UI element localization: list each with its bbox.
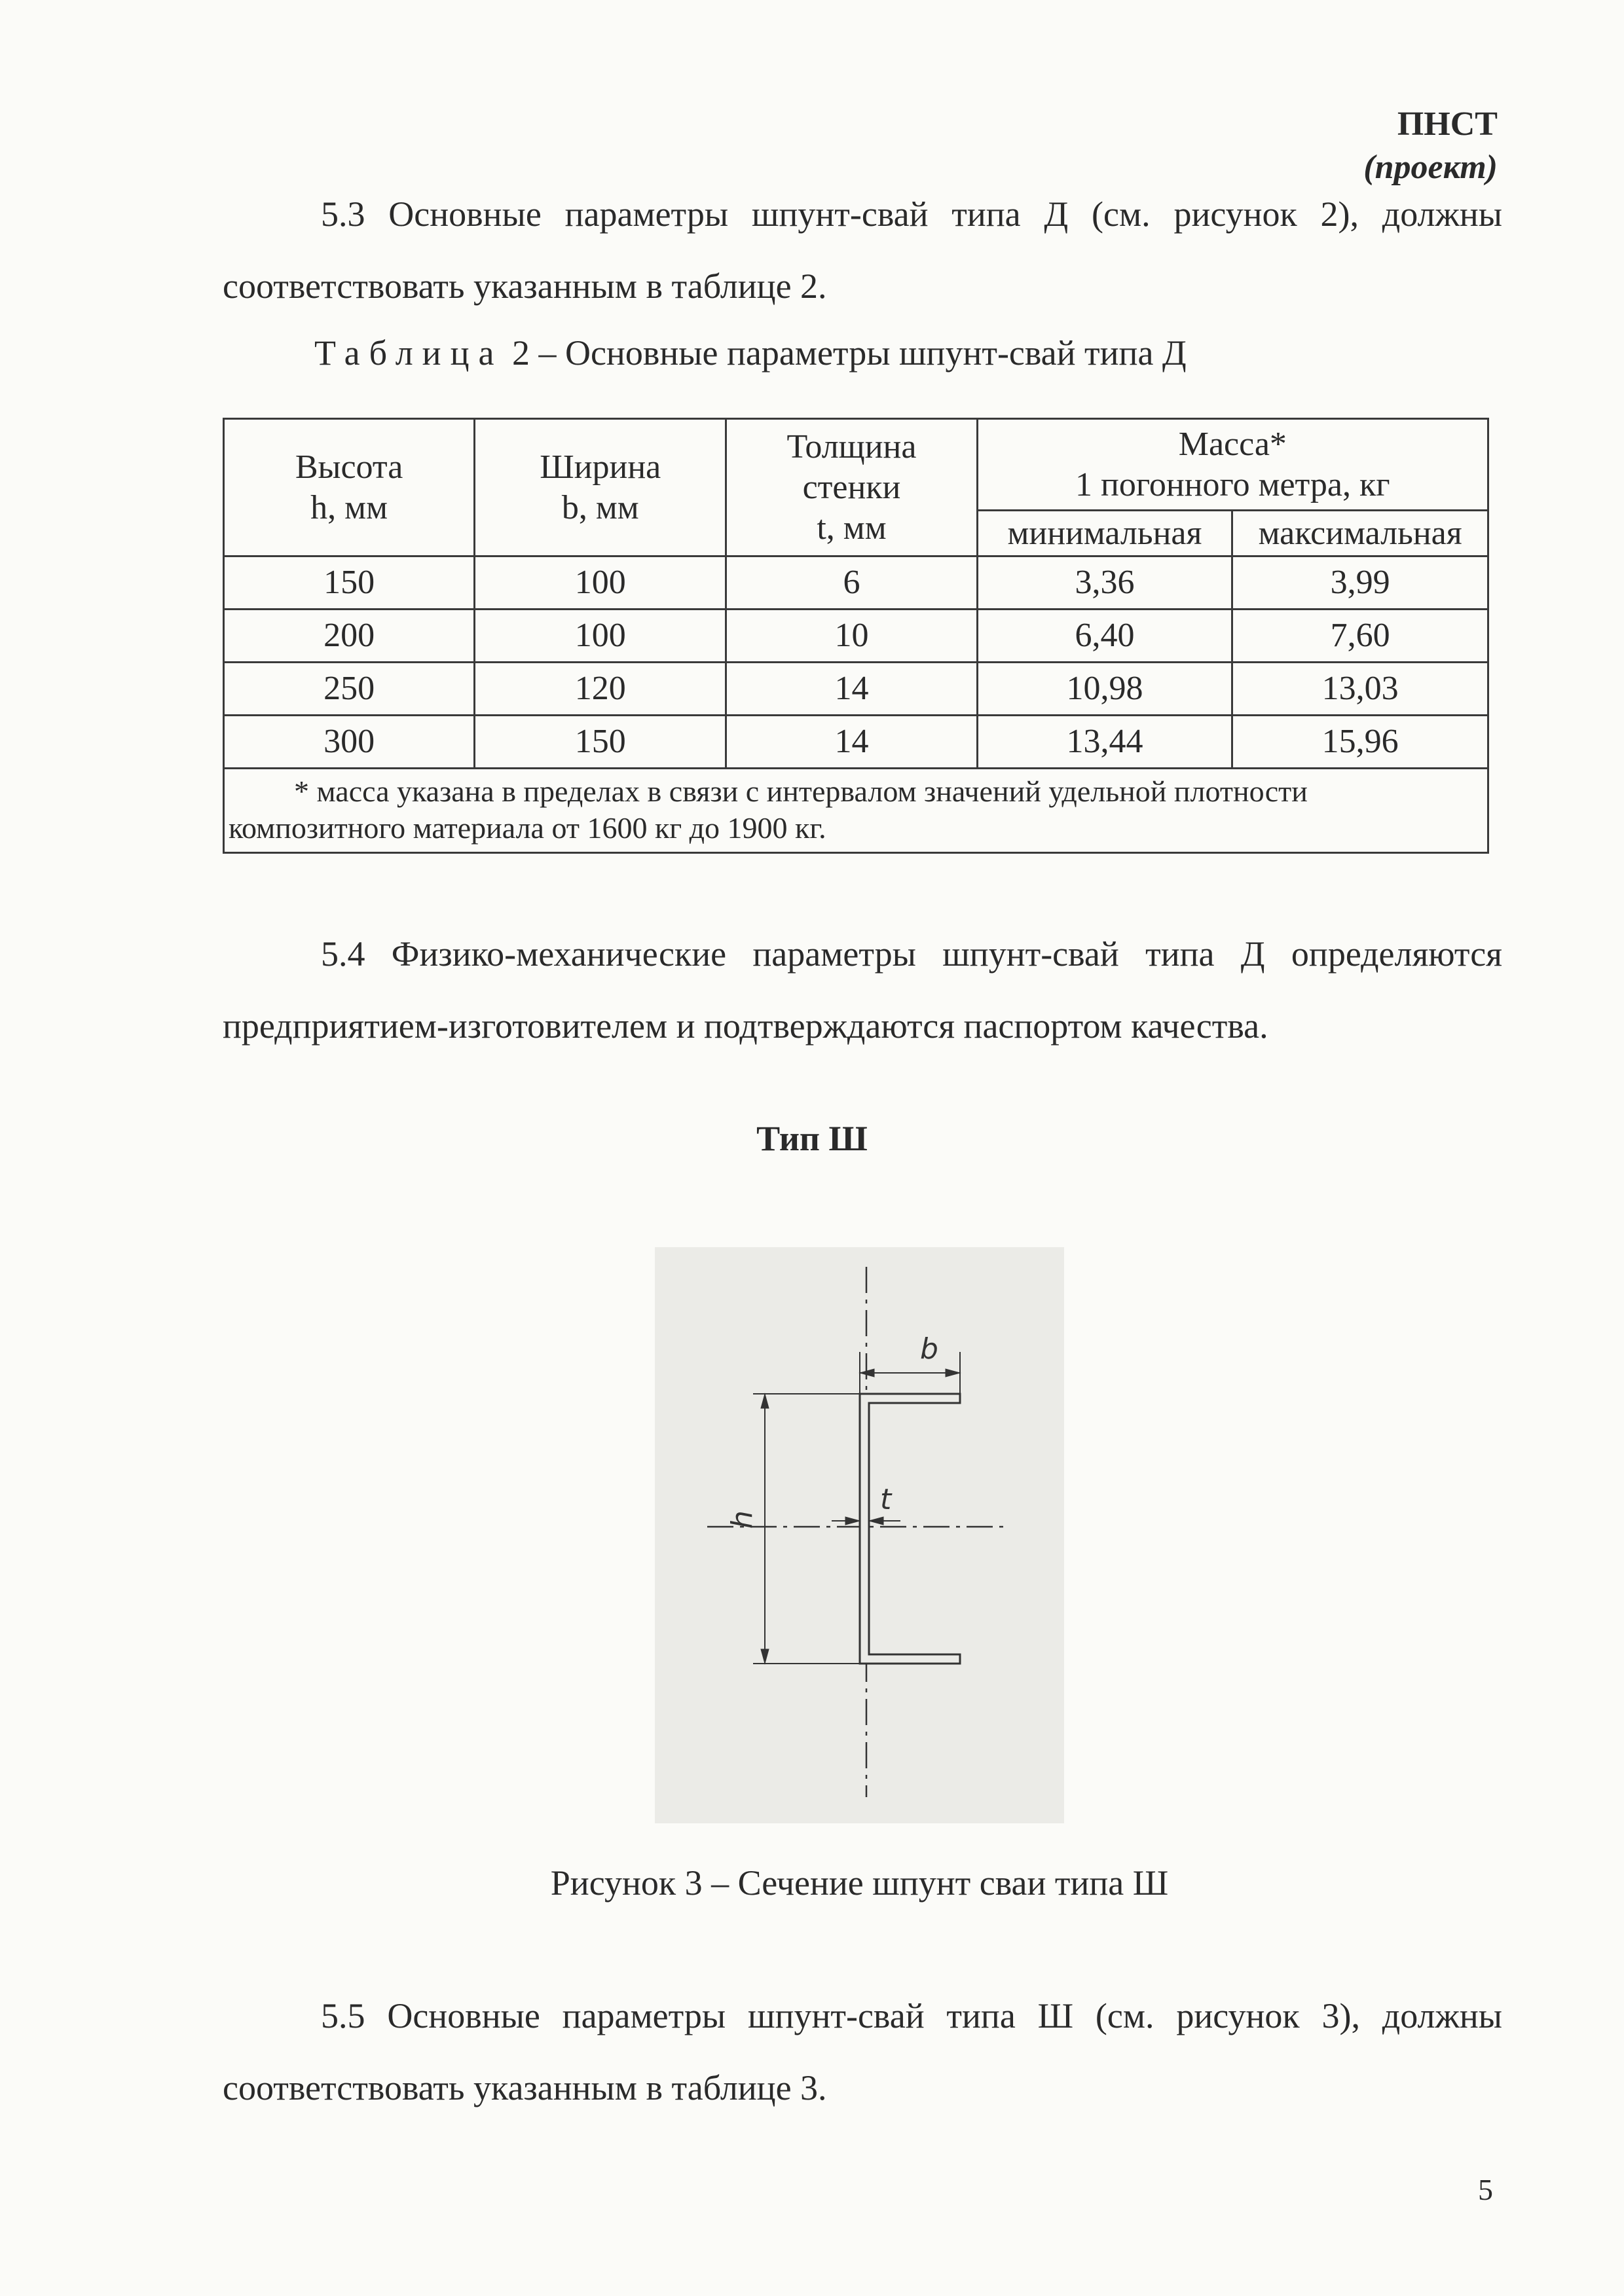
- channel-section-diagram: [655, 1247, 1064, 1823]
- table-row: 250 120 14 10,98 13,03: [224, 663, 1488, 716]
- label-b: b: [920, 1332, 938, 1366]
- header-width: Ширина b, мм: [475, 419, 726, 556]
- table-row: 150 100 6 3,36 3,99: [224, 556, 1488, 610]
- label-h: h: [726, 1510, 759, 1529]
- paragraph-5-3-line-2: соответствовать указанным в таблице 2.: [223, 266, 827, 306]
- table-row: 300 150 14 13,44 15,96: [224, 716, 1488, 769]
- paragraph-5-4-line-1: 5.4 Физико-механические параметры шпунт-свай типа Д определяются: [321, 934, 1502, 974]
- t-arrow-left: [845, 1517, 860, 1525]
- header-mass: Масса* 1 погонного метра, кг: [977, 419, 1488, 511]
- table-row: 200 100 10 6,40 7,60: [224, 610, 1488, 663]
- h-arrow-top: [761, 1394, 769, 1408]
- table-2: [223, 418, 1489, 854]
- table-caption-text: 2 – Основные параметры шпунт-свай типа Д: [511, 333, 1187, 373]
- header-mass-max: максимальная: [1232, 511, 1488, 556]
- t-arrow-right: [869, 1517, 883, 1525]
- header-mass-min: минимальная: [977, 511, 1232, 556]
- document-status: (проект): [1363, 149, 1498, 186]
- paragraph-5-4-line-2: предприятием-изготовителем и подтверждаются паспортом качества.: [223, 1006, 1268, 1046]
- h-arrow-bottom: [761, 1649, 769, 1664]
- table-caption-label: Таблица: [314, 333, 504, 373]
- header-thickness: Толщина стенки t, мм: [726, 419, 977, 556]
- figure-3-drawing: [655, 1247, 1064, 1823]
- table-footnote: * масса указана в пределах в связи с интервалом значений удельной плотности композитного материала от 1600 кг до 1900 кг.: [224, 769, 1488, 853]
- paragraph-5-3: [223, 178, 1502, 322]
- document-code: ПНСТ: [1397, 105, 1498, 143]
- header-height: Высота h, мм: [224, 419, 475, 556]
- paragraph-5-4: [223, 918, 1502, 1062]
- paragraph-5-5-line-1: 5.5 Основные параметры шпунт-свай типа Ш (см. рисунок 3), должны: [321, 1996, 1502, 2035]
- b-arrow-right: [946, 1369, 960, 1377]
- figure-type-title: Тип Ш: [756, 1119, 868, 1158]
- paragraph-5-5-line-2: соответствовать указанным в таблице 3.: [223, 2068, 827, 2107]
- paragraph-5-3-line-1: 5.3 Основные параметры шпунт-свай типа Д (см. рисунок 2), должны: [321, 194, 1502, 234]
- channel-profile: [860, 1394, 960, 1664]
- page-number: 5: [1478, 2173, 1493, 2206]
- paragraph-5-5: [223, 1980, 1502, 2124]
- figure-3-caption: Рисунок 3 – Сечение шпунт сваи типа Ш: [550, 1863, 1169, 1903]
- label-t: t: [880, 1483, 892, 1516]
- table-2-caption: [314, 333, 1187, 373]
